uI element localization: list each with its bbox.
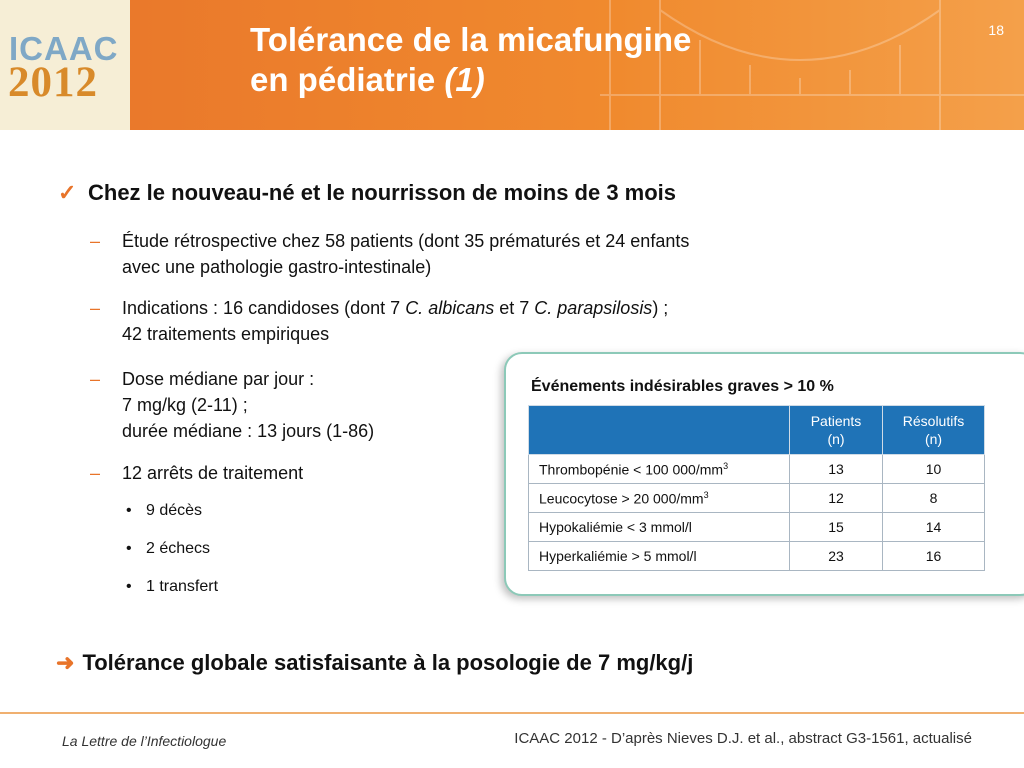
table-header-resolutifs [883,406,985,455]
cell-patients: 12 [790,484,883,513]
text-run: ) ; [652,298,669,318]
header-line: Résolutifs [902,413,965,429]
table-header-empty [529,406,790,455]
species-name: C. parapsilosis [534,298,653,318]
row-label [529,455,790,484]
arrow-right-icon: ➜ [56,650,75,675]
header-line: Patients [810,413,862,429]
text-run: et 7 [494,298,535,318]
checkmark-icon: ✓ [58,180,77,205]
sub-bullet-line: durée médiane : 13 jours (1-86) [122,421,375,441]
cell-resolutifs: 8 [883,484,985,513]
row-label-text: Leucocytose > 20 000/mm [539,490,704,507]
sub-bullet-line: avec une pathologie gastro-intestinale) [122,257,432,277]
title-line-2-text: en pédiatrie [250,61,436,98]
bullet-dot-icon: • [126,502,132,519]
text-run: Indications : 16 candidoses (dont 7 [122,298,406,318]
logo-text: ICAAC [9,30,119,67]
dash-icon: – [90,463,101,483]
cell-patients: 13 [790,455,883,484]
dot-item-text: 9 décès [146,502,203,519]
title-suffix: (1) [444,61,485,98]
sub-bullet-line: 7 mg/kg (2-11) ; [122,395,248,415]
table-header-row [529,406,985,455]
cell-resolutifs: 16 [883,542,985,571]
cell-resolutifs: 14 [883,513,985,542]
row-label [529,542,790,571]
sub-bullet-line: 12 arrêts de traitement [122,463,304,483]
sub-bullet-line: 42 traitements empiriques [122,324,330,344]
dash-icon: – [90,369,101,389]
species-name: C. albicans [405,298,495,318]
sub-bullet-line [122,295,668,321]
main-bullet [58,180,676,206]
table-title: Événements indésirables graves > 10 % [531,378,834,395]
table-row [529,484,985,513]
logo-year: 2012 [8,59,98,106]
cell-patients: 15 [790,513,883,542]
row-label-text: Hyperkaliémie > 5 mmol/l [539,548,697,564]
slide-number: 18 [988,22,1004,38]
title-line-2 [250,60,691,100]
conclusion-text: Tolérance globale satisfaisante à la posologie de 7 mg/kg/j [82,650,694,675]
row-label-sup: 3 [703,489,709,500]
dot-item-text: 2 échecs [146,540,211,557]
sub-bullet-line: Étude rétrospective chez 58 patients (dont 35 prématurés et 24 enfants [122,231,690,251]
conference-logo [0,0,130,130]
main-bullet-text: Chez le nouveau-né et le nourrisson de moins de 3 mois [88,180,677,205]
table-header-patients [790,406,883,455]
header-line: (n) [827,431,845,447]
footer-divider [0,712,1024,714]
title-line-1: Tolérance de la micafungine [250,21,692,58]
footer-source: ICAAC 2012 - D’après Nieves D.J. et al., abstract G3-1561, actualisé [514,730,972,747]
adverse-events-table [528,405,985,571]
header-line: (n) [924,431,943,447]
table-row [529,542,985,571]
dot-item-text: 1 transfert [146,578,219,595]
dash-icon: – [90,298,101,318]
sub-bullet-line: Dose médiane par jour : [122,369,315,389]
slide-title [250,20,691,100]
row-label-text: Hypokaliémie < 3 mmol/l [539,519,692,535]
footer-journal: La Lettre de l’Infectiologue [62,733,227,749]
bullet-dot-icon: • [126,578,132,595]
bullet-dot-icon: • [126,540,132,557]
row-label-sup: 3 [723,460,729,471]
row-label-text: Thrombopénie < 100 000/mm [539,461,724,478]
conclusion [56,650,693,676]
row-label [529,513,790,542]
table-row [529,513,985,542]
dash-icon: – [90,231,101,251]
table-row [529,455,985,484]
row-label [529,484,790,513]
cell-resolutifs: 10 [883,455,985,484]
cell-patients: 23 [790,542,883,571]
